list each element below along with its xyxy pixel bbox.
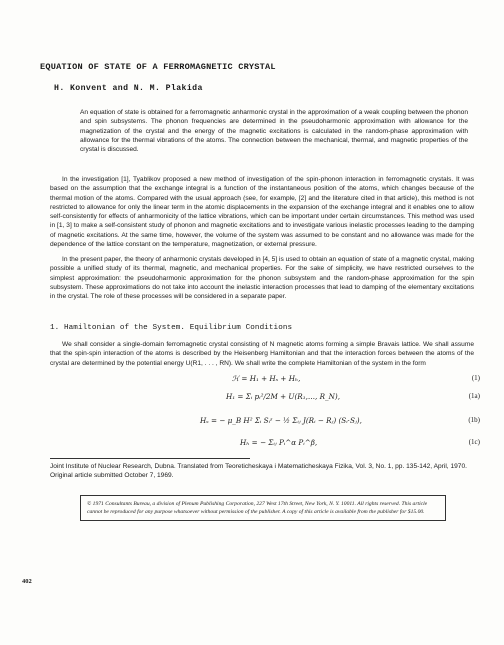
copyright-text: © 1971 Consultants Bureau, a division of Plenum Publishing Corporation, 227 West 17th Street, New York, N. Y. 10011. All rights reserved. This article cannot be reproduced for any purpose whatsoever without permission of the publisher. A copy of this article is available from the publisher for $15.00. — [87, 501, 428, 515]
equation-text: ℋ = H₁ + Hₛ + Hₕ, — [232, 374, 301, 383]
equation-text: H₁ = Σᵢ pᵢ²/2M + U(R₁,…, R_N), — [226, 392, 341, 401]
body-paragraph: In the present paper, the theory of anharmonic crystals developed in [4, 5] is used to obtain an equation of state of a magnetic crystal, making possible a unified study of its thermal, magnetic, and mechanical properties. For the sake of simplicity, we have restricted ourselves to the simplest approximation: the pseudoharmonic approximation for the phonon subsystem and the random-phase approximation for the spin subsystem. These approximations do not take into account the inelastic interaction processes that lead to damping of the elementary excitations in the crystal. The role of these processes will be considered in a separate paper. — [50, 256, 474, 301]
section-paragraph: We shall consider a single-domain ferromagnetic crystal consisting of N magnetic atoms forming a simple Bravais lattice. We shall assume that the spin-spin interaction of the atoms is described by the Heisenberg Hamiltonian and that the interaction forces between the atoms of the crystal are determined by the potential energy U(R1, . . . , RN). We shall write the complete Hamiltonian of the system in the form — [50, 341, 474, 367]
equation-number: (1c) — [468, 438, 480, 446]
section-heading: 1. Hamiltonian of the System. Equilibrium Conditions — [50, 324, 293, 332]
footnote: Joint Institute of Nuclear Research, Dubna. Translated from Teoreticheskaya i Matematicheskaya Fizika, Vol. 3, No. 1, pp. 135-142, April, 1970. Original article submitted October 7, 1969. — [50, 463, 467, 480]
equation-number: (1b) — [468, 416, 480, 424]
equation-1 — [232, 374, 480, 383]
footnote-divider — [50, 458, 250, 459]
page-number: 402 — [22, 578, 32, 585]
equation-1a — [226, 392, 480, 401]
copyright-box — [80, 495, 446, 521]
equation-number: (1a) — [468, 392, 480, 400]
equation-number: (1) — [471, 374, 480, 382]
equation-1c — [240, 438, 480, 447]
equation-text: Hₛ = − μ_B H² Σᵢ Sᵢᶻ − ½ Σᵢⱼ J(Rᵢ − Rⱼ) (Sᵢ·Sⱼ), — [200, 416, 362, 425]
paper-title: EQUATION OF STATE OF A FERROMAGNETIC CRYSTAL — [40, 62, 276, 72]
equation-1b — [200, 416, 480, 425]
body-paragraph: In the investigation [1], Tyablikov proposed a new method of investigation of the spin-phonon interaction in ferromagnetic crystals. It was based on the assumption that the exchange integral is a function of the instantaneous position of the atoms, which changes because of the thermal motion of the atoms. Compared with the usual approach (see, for example, [2] and the literature cited in that article), this method is not restricted to allowance for only the linear term in the atomic displacements in the expansion of the exchange integral and it enables one to allow self-consistently for effects of anharmonicity of the lattice vibrations, which can be important under certain circumstances. This method was used in [1, 3] to make a self-consistent study of phonon and magnetic excitations and to investigate various inelastic processes leading to the damping of magnetic excitations. At the same time, however, the volume of the system was assumed to be constant and no allowance was made for the dependence of the lattice constant on the temperature, magnetization, or external pressure. — [50, 176, 474, 249]
paper-authors: H. Konvent and N. M. Plakida — [54, 84, 203, 93]
equation-text: Hₕ = − Σᵢⱼ Pᵢ^α Pᵢ^β, — [240, 438, 318, 447]
abstract: An equation of state is obtained for a ferromagnetic anharmonic crystal in the approximation of a weak coupling between the phonon and spin subsystems. The phonon frequencies are determined in the pseudoharmonic approximation with allowance for the magnetization of the crystal and the energy of the magnetic excitations is calculated in the random-phase approximation with allowance for the thermal vibrations of the atoms. The connection between the mechanical, thermal, and magnetic properties of the crystal is discussed. — [80, 109, 468, 154]
